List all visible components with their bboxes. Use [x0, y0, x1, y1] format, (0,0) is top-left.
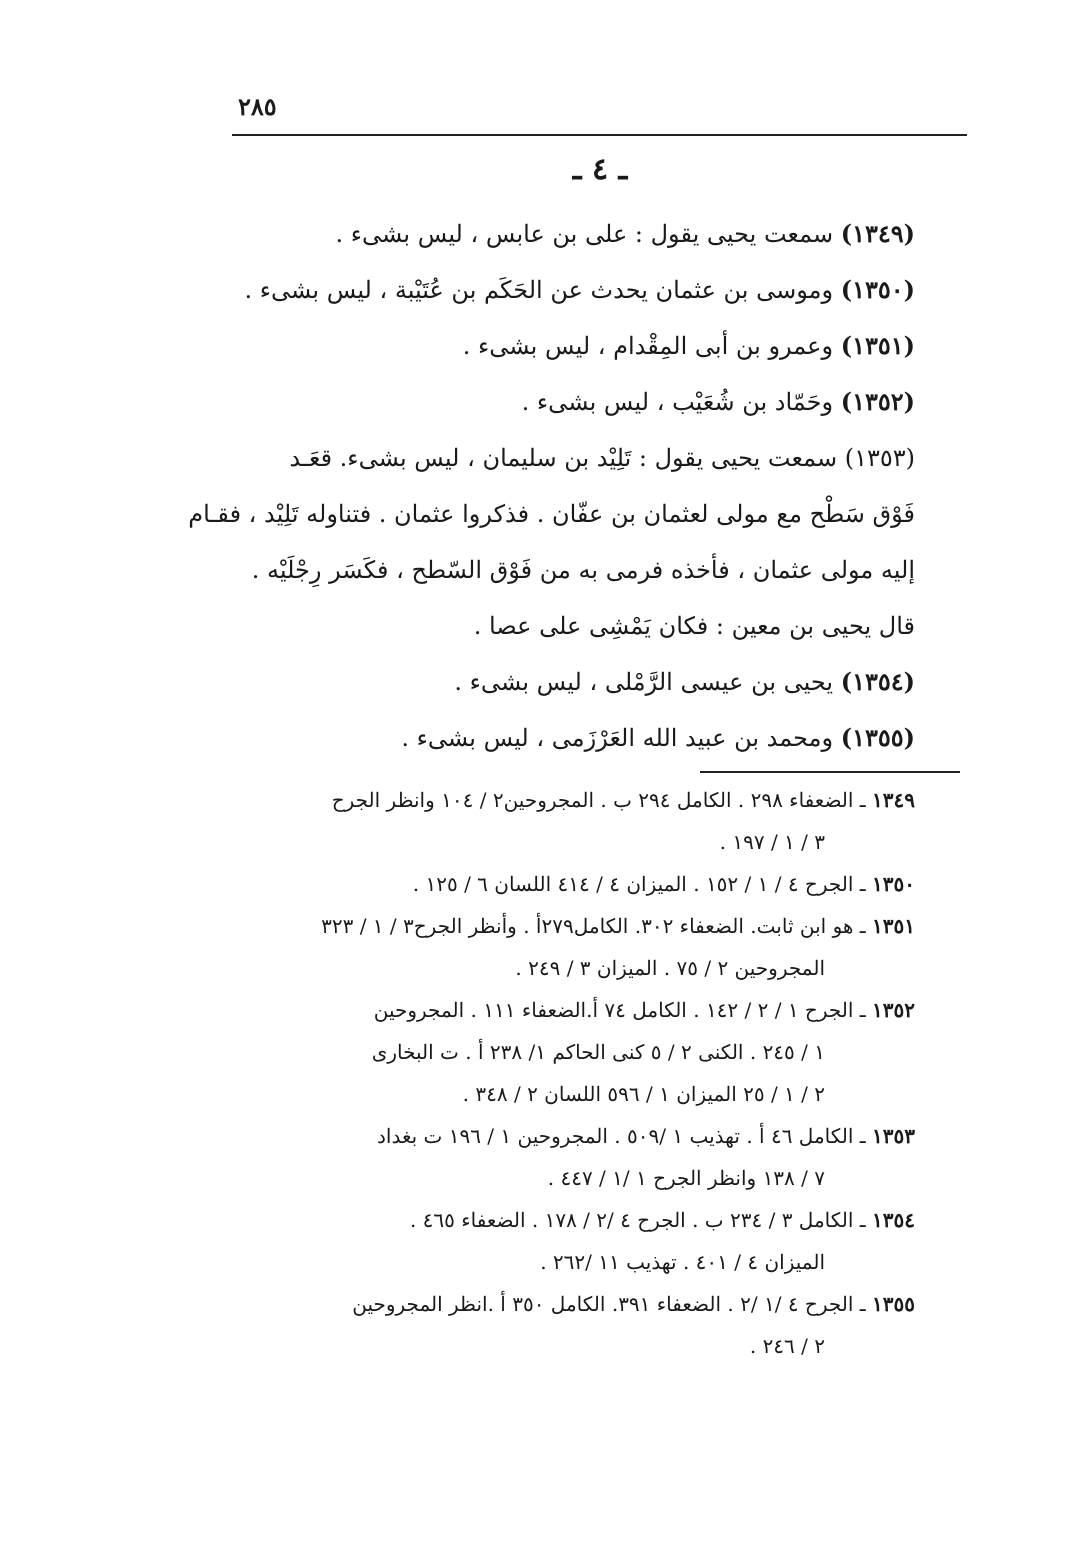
narration-text: وعمرو بن أبى المِقْدام ، ليس بشىء . [462, 332, 834, 360]
footnote-continuation: ١ / ٢٤٥ . الكنى ٢ / ٥ كنى الحاكم ١/ ٢٣٨ أ . ت البخارى [371, 1040, 825, 1064]
footnote-continuation: ٧ / ١٣٨ وانظر الجرح ١ /١ / ٤٤٧ . [547, 1166, 825, 1190]
narration-quote: قال يحيى بن معين : فكان يَمْشِى على عصا . [473, 612, 915, 640]
footnote-1353 [195, 1115, 915, 1157]
narration-number: (١٣٥٣) [844, 444, 915, 472]
footnote-continuation: ٢ / ٢٤٦ . [749, 1334, 825, 1358]
footnote-1349 [195, 779, 915, 821]
narration-text: ومحمد بن عبيد الله العَرْزَمى ، ليس بشىء . [401, 724, 834, 752]
narration-1351 [215, 318, 915, 374]
narration-text: سمعت يحيى يقول : على بن عابس ، ليس بشىء . [335, 220, 834, 248]
footnote-continuation: ٣ / ١ / ١٩٧ . [719, 830, 825, 854]
footnote-1350 [195, 863, 915, 905]
footnote-number: ١٣٥٢ [872, 998, 915, 1022]
narration-line: إليه مولى عثمان ، فأخذه فرمى به من فَوْق السّطح ، فكَسَر رِجْلَيْه . [251, 556, 915, 584]
narrations-list [188, 206, 915, 766]
narration-1349 [215, 206, 915, 262]
narration-number: (١٣٥٢) [840, 387, 915, 416]
footnote-number: ١٣٤٩ [872, 788, 915, 812]
footnote-continuation: ٢ / ١ / ٢٥ الميزان ١ / ٥٩٦ اللسان ٢ / ٣٤٨ . [462, 1082, 825, 1106]
footnote-text: ـ الكامل ٣ / ٢٣٤ ب . الجرح ٤ /٢ / ١٧٨ . الضعفاء ٤٦٥ . [409, 1208, 866, 1232]
footnote-number: ١٣٥٤ [872, 1208, 915, 1232]
narration-1350 [215, 262, 915, 318]
footnote-text: ـ الجرح ٤ /١ /٢ . الضعفاء ٣٩١. الكامل ٣٥٠ أ .انظر المجروحين [352, 1292, 866, 1316]
narration-number: (١٣٥٤) [840, 667, 915, 696]
footnote-1351 [195, 905, 915, 947]
footnote-text: ـ هو ابن ثابت. الضعفاء ٣٠٢. الكامل٢٧٩أ . وأنظر الجرح٣ / ١ / ٣٢٣ [321, 914, 866, 938]
footnotes-rule [700, 771, 960, 773]
footnotes-list [195, 779, 915, 1367]
narration-text: سمعت يحيى يقول : تَلِيْد بن سليمان ، ليس بشىء. قعَـد [289, 444, 838, 472]
footnote-continuation: المجروحين ٢ / ٧٥ . الميزان ٣ / ٢٤٩ . [515, 956, 825, 980]
page-number: ٢٨٥ [238, 92, 277, 121]
narration-text: وحَمّاد بن شُعَيْب ، ليس بشىء . [521, 388, 834, 416]
footnote-1354 [195, 1199, 915, 1241]
narration-text: وموسى بن عثمان يحدث عن الحَكَم بن عُتَيْبة ، ليس بشىء . [244, 276, 834, 304]
narration-number: (١٣٤٩) [840, 219, 915, 248]
footnote-1355 [195, 1283, 915, 1325]
footnote-text: ـ الجرح ١ / ٢ / ١٤٢ . الكامل ٧٤ أ.الضعفاء ١١١ . المجروحين [373, 998, 866, 1022]
footnote-continuation: الميزان ٤ / ٤٠١ . تهذيب ١١ /٢٦٢ . [540, 1250, 825, 1274]
footnote-number: ١٣٥٥ [872, 1292, 915, 1316]
footnote-number: ١٣٥٣ [872, 1124, 915, 1148]
footnote-number: ١٣٥١ [872, 914, 915, 938]
header-rule [232, 134, 967, 136]
narration-number: (١٣٥١) [840, 331, 915, 360]
footnote-text: ـ الكامل ٤٦ أ . تهذيب ١ /٥٠٩ . المجروحين ١ / ١٩٦ ت بغداد [376, 1124, 866, 1148]
narration-line [215, 430, 915, 486]
footnote-text: ـ الضعفاء ٢٩٨ . الكامل ٢٩٤ ب . المجروحين٢ / ١٠٤ وانظر الجرح [331, 788, 866, 812]
narration-number: (١٣٥٥) [840, 723, 915, 752]
narration-1352 [215, 374, 915, 430]
footnote-text: ـ الجرح ٤ / ١ / ١٥٢ . الميزان ٤ / ٤١٤ اللسان ٦ / ١٢٥ . [412, 872, 866, 896]
narration-1353 [188, 430, 915, 598]
narration-number: (١٣٥٠) [840, 275, 915, 304]
footnote-number: ١٣٥٠ [872, 872, 915, 896]
footnote-1352 [195, 989, 915, 1031]
section-heading: ـ ٤ ـ [572, 152, 628, 187]
narration-1354 [215, 654, 915, 710]
narration-line: فَوْق سَطْح مع مولى لعثمان بن عفّان . فذكروا عثمان . فتناوله تَلِيْد ، فقـام [188, 500, 915, 528]
narration-text: يحيى بن عيسى الرَّمْلى ، ليس بشىء . [454, 668, 834, 696]
narration-1355 [215, 710, 915, 766]
